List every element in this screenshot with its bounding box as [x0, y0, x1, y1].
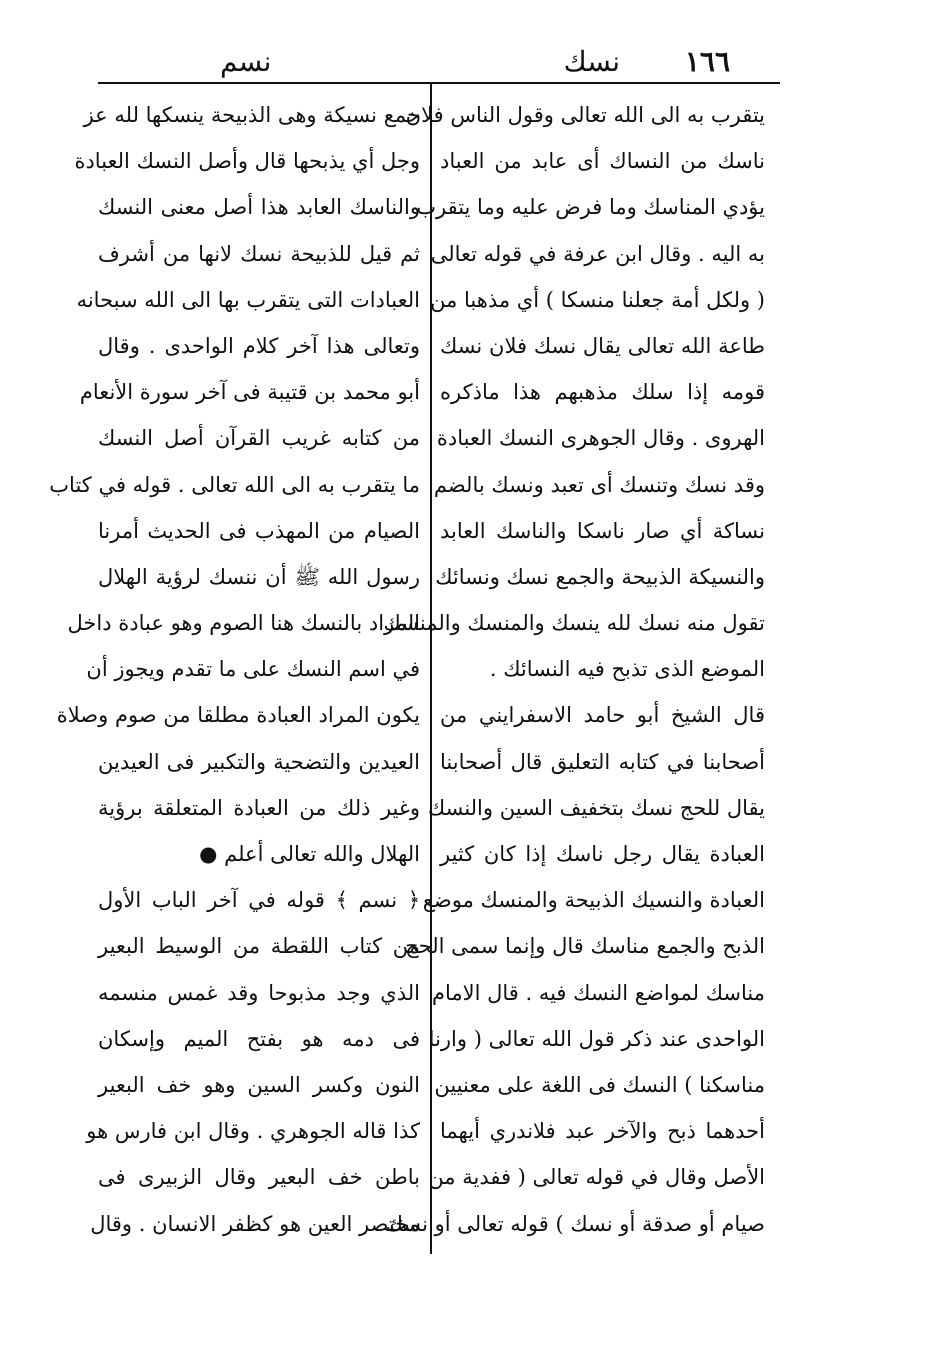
text-line: صيام أو صدقة أو نسك ) قوله تعالى أو نسك	[385, 1211, 765, 1236]
text-line: ( ولكل أمة جعلنا منسكا ) أي مذهبا من	[430, 287, 765, 312]
text-line: كذا قاله الجوهري . وقال ابن فارس هو	[86, 1119, 420, 1144]
text-line: تقول منه نسك لله ينسك والمنسك والمنسك	[383, 611, 765, 636]
text-line: الواحدى عند ذكر قول الله تعالى ( وارنا	[428, 1026, 765, 1051]
text-line: ثم قيل للذبيحة نسك لانها من أشرف	[98, 241, 420, 266]
text-line: رسول الله ﷺ أن ننسك لرؤية الهلال	[98, 564, 420, 589]
page-header	[100, 40, 780, 84]
text-line: وغير ذلك من العبادة المتعلقة برؤية	[98, 795, 420, 820]
text-line: جمع نسيكة وهى الذبيحة ينسكها لله عز	[83, 103, 420, 127]
text-line: به اليه . وقال ابن عرفة في قوله تعالى	[430, 241, 765, 266]
text-line: الذبح والجمع مناسك قال وإنما سمى الحج	[405, 934, 765, 959]
text-line: وقد نسك وتنسك أى تعبد ونسك بالضم	[433, 472, 765, 497]
text-line: النون وكسر السين وهو خف البعير	[98, 1072, 420, 1097]
text-line: ناسك من النساك أى عابد من العباد	[440, 149, 765, 174]
text-line: يكون المراد العبادة مطلقا من صوم وصلاة	[56, 703, 420, 728]
header-rule	[98, 82, 780, 84]
text-line: من كتاب اللقطة من الوسيط البعير	[98, 934, 420, 959]
left-text-column	[49, 92, 420, 1247]
text-line: ما يتقرب به الى الله تعالى . قوله في كتاب	[49, 472, 420, 497]
text-line: العبادة يقال رجل ناسك إذا كان كثير	[440, 842, 765, 866]
text-line: باطن خف البعير وقال الزبيرى فى	[98, 1165, 420, 1190]
text-line: ﴿ نسم ﴾ قوله في آخر الباب الأول	[98, 888, 420, 913]
right-column-keyword: نسك	[563, 45, 620, 78]
text-line: المراد بالنسك هنا الصوم وهو عبادة داخل	[67, 611, 420, 636]
text-line: في اسم النسك على ما تقدم ويجوز أن	[86, 657, 420, 682]
text-line: أبو محمد بن قتيبة فى آخر سورة الأنعام	[79, 380, 420, 405]
text-line: والناسك العابد هذا أصل معنى النسك	[98, 195, 420, 220]
right-text-column	[383, 92, 765, 1247]
text-line: الموضع الذى تذبح فيه النسائك .	[489, 657, 765, 682]
text-line: العبادة والنسيك الذبيحة والمنسك موضع	[422, 888, 765, 913]
text-line: الهروى . وقال الجوهرى النسك العبادة	[436, 426, 765, 451]
text-line: وجل أي يذبحها قال وأصل النسك العبادة	[74, 149, 420, 174]
text-line: فى دمه هو بفتح الميم وإسكان	[98, 1026, 420, 1051]
text-line: مناسك لمواضع النسك فيه . قال الامام	[431, 980, 765, 1005]
text-line: يقال للحج نسك بتخفيف السين والنسك	[427, 795, 765, 820]
text-line: أصحابنا في كتابه التعليق قال أصحابنا	[440, 749, 765, 774]
text-line: قال الشيخ أبو حامد الاسفرايني من	[440, 703, 765, 728]
page-number: ١٦٦	[684, 45, 730, 78]
text-line: أحدهما ذبح والآخر عبد فلاندري أيهما	[440, 1119, 765, 1144]
text-line: يتقرب به الى الله تعالى وقول الناس فلان	[405, 103, 765, 127]
text-line: مختصر العين هو كظفر الانسان . وقال	[90, 1211, 420, 1236]
text-line: من كتابه غريب القرآن أصل النسك	[98, 426, 420, 451]
text-line: والنسيكة الذبيحة والجمع نسك ونسائك	[435, 564, 765, 589]
text-line: وتعالى هذا آخر كلام الواحدى . وقال	[98, 333, 420, 358]
text-line: الهلال والله تعالى أعلم ●	[199, 842, 420, 866]
text-line: الأصل وقال في قوله تعالى ( ففدية من	[428, 1165, 765, 1190]
text-line: طاعة الله تعالى يقال نسك فلان نسك	[440, 333, 765, 358]
left-column-keyword: نسم	[220, 45, 272, 78]
text-line: قومه إذا سلك مذهبهم هذا ماذكره	[440, 380, 765, 405]
text-line: الصيام من المهذب فى الحديث أمرنا	[98, 518, 420, 543]
text-line: العيدين والتضحية والتكبير فى العيدين	[98, 749, 420, 774]
text-line: يؤدي المناسك وما فرض عليه وما يتقرب	[416, 195, 765, 220]
text-line: الذي وجد مذبوحا وقد غمس منسمه	[98, 980, 420, 1005]
text-line: نساكة أي صار ناسكا والناسك العابد	[440, 518, 765, 543]
text-line: مناسكنا ) النسك فى اللغة على معنيين	[434, 1072, 765, 1097]
text-line: العبادات التى يتقرب بها الى الله سبحانه	[76, 287, 420, 312]
